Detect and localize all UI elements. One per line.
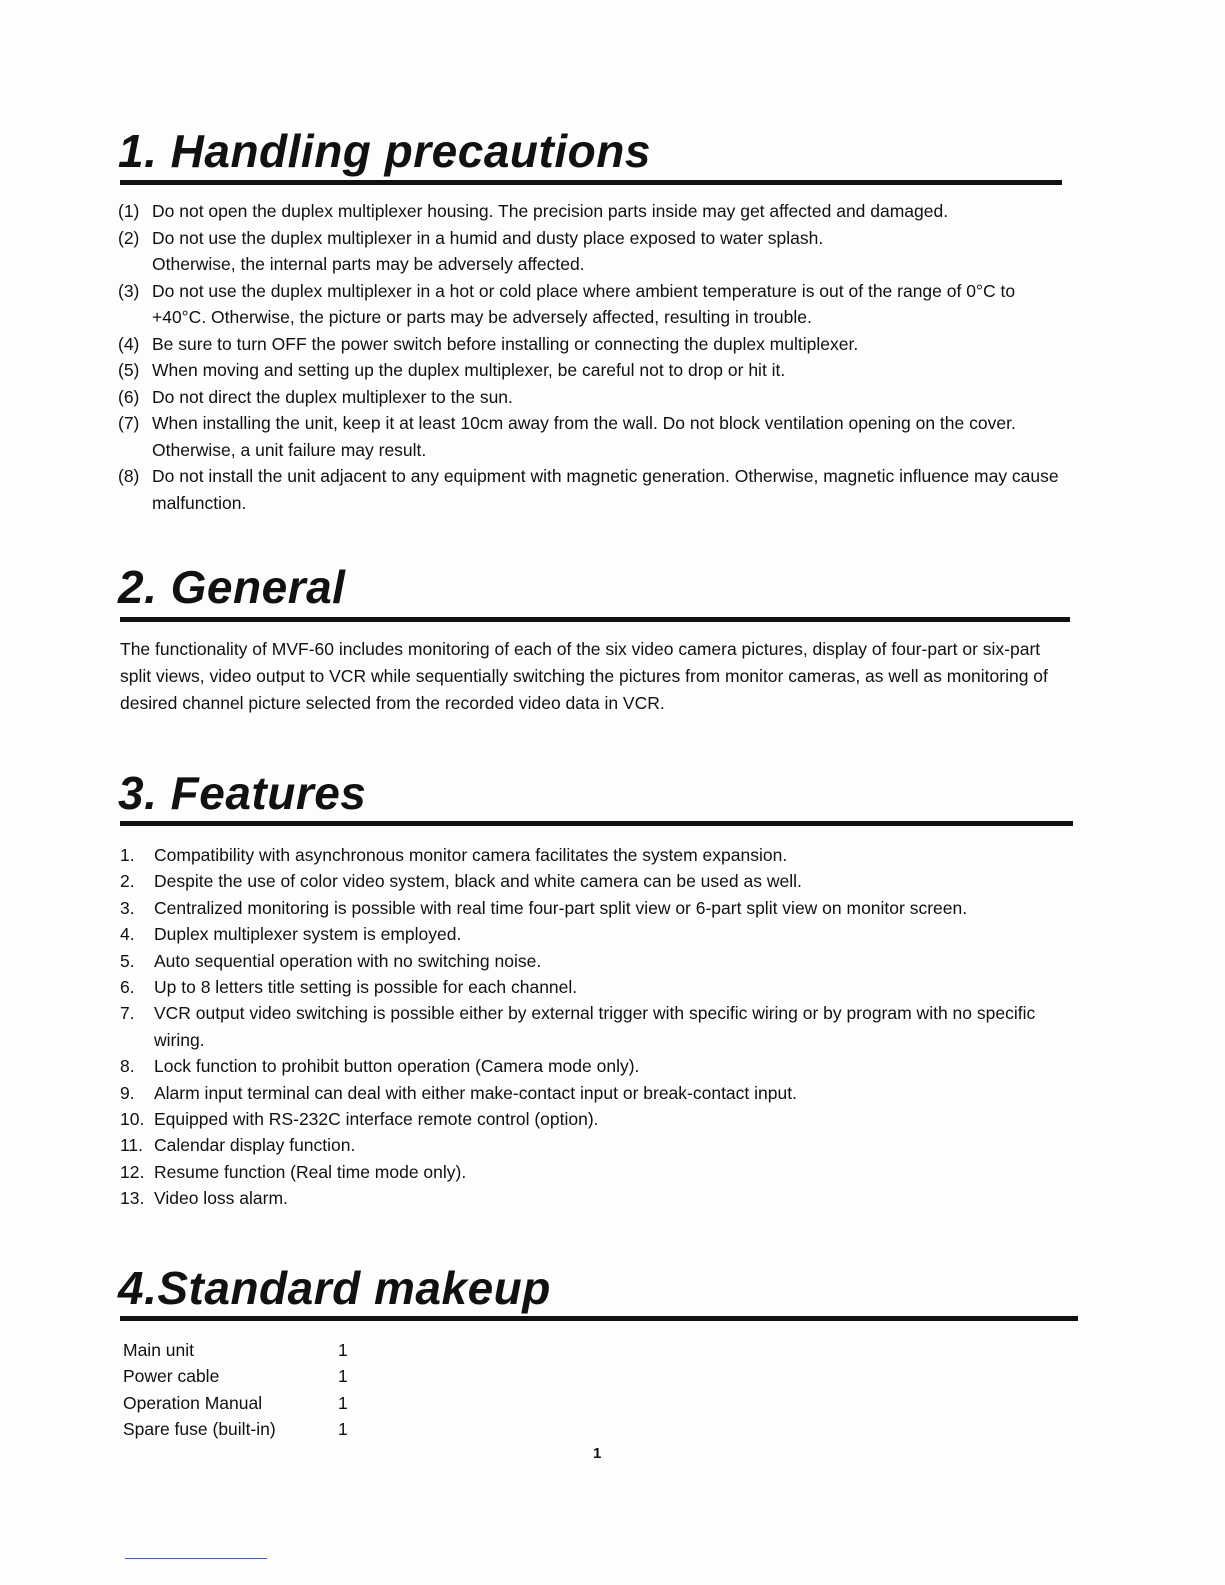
list-item: 7. VCR output video switching is possible either by external trigger with specific wiring or by program with no specific wiring. [120, 1003, 1036, 1050]
section-title-features: 3. Features [118, 767, 367, 819]
section-title-general: 2. General [118, 561, 346, 613]
list-item: 3. Centralized monitoring is possible with real time four-part split view or 6-part split view on monitor screen. [120, 897, 968, 918]
precautions-list [118, 198, 1078, 516]
makeup-table [123, 1337, 348, 1443]
list-item: (7) When installing the unit, keep it at least 10cm away from the wall. Do not block ventilation opening on the cover. Otherwise, a unit failure may result. [118, 413, 1016, 460]
table-row: Main unit 1 [123, 1339, 348, 1360]
table-row: Operation Manual 1 [123, 1392, 348, 1413]
list-item: 9. Alarm input terminal can deal with either make-contact input or break-contact input. [120, 1082, 797, 1103]
list-item: (3) Do not use the duplex multiplexer in a hot or cold place where ambient temperature is out of the range of 0°C to +40°C. Otherwise, the picture or parts may be adversely affected, resulting in trouble. [118, 280, 1016, 327]
list-item: (5) When moving and setting up the duplex multiplexer, be careful not to drop or hit it. [118, 360, 786, 380]
list-item: (8) Do not install the unit adjacent to any equipment with magnetic generation. Otherwise, magnetic influence may cause malfunction. [118, 466, 1059, 513]
section-title-standard-makeup: 4.Standard makeup [118, 1262, 551, 1314]
table-row: Spare fuse (built-in) 1 [123, 1419, 348, 1440]
general-paragraph: The functionality of MVF-60 includes monitoring of each of the six video camera pictures, display of four-part or six-part split views, video output to VCR while sequentially switching the pictures from monitor cameras, as well as monitoring of desired channel picture selected from the recorded video data in VCR. [120, 639, 1048, 713]
section-rule [120, 1316, 1078, 1321]
list-item: 13. Video loss alarm. [120, 1188, 288, 1209]
features-list [120, 842, 1080, 1212]
list-item: 1. Compatibility with asynchronous monitor camera facilitates the system expansion. [120, 845, 788, 865]
section-rule [120, 617, 1070, 622]
footer-line [125, 1558, 267, 1559]
list-item: 6. Up to 8 letters title setting is possible for each channel. [120, 977, 578, 998]
list-item: 2. Despite the use of color video system, black and white camera can be used as well. [120, 871, 802, 892]
list-item: 11. Calendar display function. [120, 1135, 356, 1156]
list-item: 5. Auto sequential operation with no switching noise. [120, 950, 542, 971]
section-rule [120, 180, 1062, 185]
section-title-handling-precautions: 1. Handling precautions [118, 125, 651, 177]
list-item: 12. Resume function (Real time mode only). [120, 1161, 467, 1182]
list-item: 8. Lock function to prohibit button operation (Camera mode only). [120, 1056, 640, 1077]
list-item: (2) Do not use the duplex multiplexer in a humid and dusty place exposed to water splash. Otherwise, the internal parts may be adversely affected. [118, 227, 824, 274]
list-item: 4. Duplex multiplexer system is employed. [120, 924, 462, 945]
list-item: 10. Equipped with RS-232C interface remote control (option). [120, 1109, 599, 1130]
list-item: (6) Do not direct the duplex multiplexer to the sun. [118, 386, 513, 407]
list-item: (4) Be sure to turn OFF the power switch before installing or connecting the duplex multiplexer. [118, 333, 859, 354]
section-rule [120, 821, 1073, 826]
page-number: 1 [593, 1445, 602, 1462]
list-item: (1) Do not open the duplex multiplexer housing. The precision parts inside may get affected and damaged. [118, 201, 949, 221]
table-row: Power cable 1 [123, 1366, 348, 1387]
